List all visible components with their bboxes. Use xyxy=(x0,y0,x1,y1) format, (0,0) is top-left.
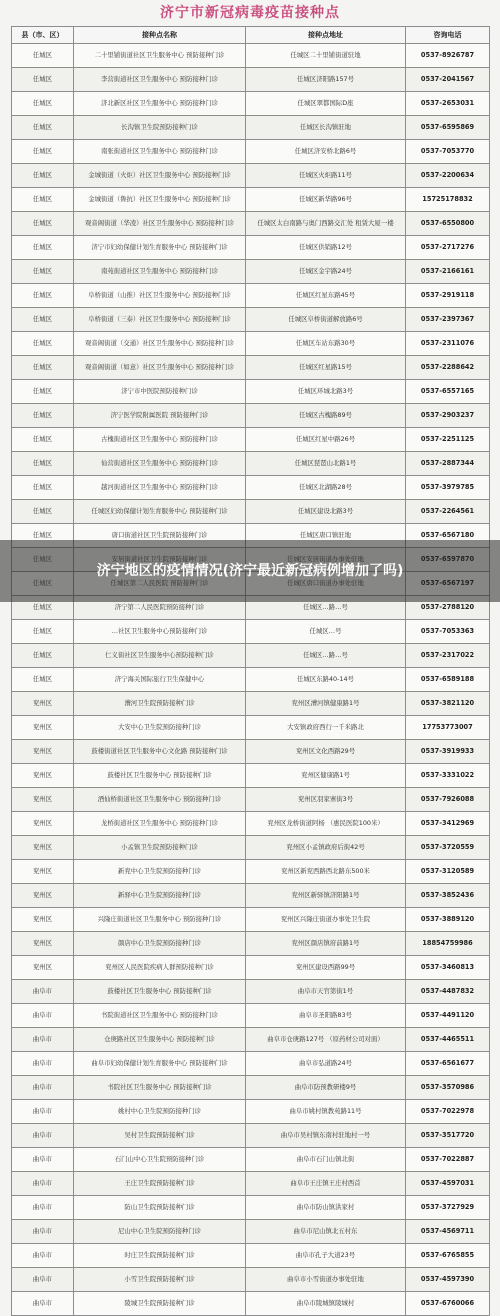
cell-site-address: 兖州区羽家寨街3号 xyxy=(246,788,406,812)
cell-district: 曲阜市 xyxy=(12,1244,74,1268)
cell-phone: 0537-2788120 xyxy=(406,596,490,620)
cell-site-address: 兖州区新驿镇济阳路1号 xyxy=(246,884,406,908)
cell-phone: 0537-2919118 xyxy=(406,284,490,308)
cell-site-address: 曲阜市弘道路24号 xyxy=(246,1052,406,1076)
cell-site-address: 任城区红星中路26号 xyxy=(246,428,406,452)
cell-site-name: 颜店中心卫生院预防接种门诊 xyxy=(74,932,246,956)
cell-site-address: 任城区二十里铺街道驻地 xyxy=(246,44,406,68)
cell-site-name: 新驿中心卫生院预防接种门诊 xyxy=(74,884,246,908)
cell-phone: 0537-2166161 xyxy=(406,260,490,284)
cell-site-address: 任城区阜桥街道解放路6号 xyxy=(246,308,406,332)
cell-district: 任城区 xyxy=(12,284,74,308)
cell-site-name: 大安中心卫生院预防接种门诊 xyxy=(74,716,246,740)
cell-phone: 0537-4491120 xyxy=(406,1004,490,1028)
cell-site-name: 鼓楼社区卫生服务中心 预防接种门诊 xyxy=(74,980,246,1004)
cell-site-address: 任城区古槐路89号 xyxy=(246,404,406,428)
cell-phone: 15725178832 xyxy=(406,188,490,212)
table-row xyxy=(12,500,490,524)
cell-district: 曲阜市 xyxy=(12,1124,74,1148)
cell-site-name: 尼山中心卫生院预防接种门诊 xyxy=(74,1220,246,1244)
table-row xyxy=(12,380,490,404)
cell-phone: 0537-4569711 xyxy=(406,1220,490,1244)
cell-phone: 0537-3727929 xyxy=(406,1196,490,1220)
cell-site-address: 任城区车站东路30号 xyxy=(246,332,406,356)
table-row xyxy=(12,1196,490,1220)
table-row xyxy=(12,356,490,380)
overlay-headline: 济宁地区的疫情情况(济宁最近新冠病例增加了吗) xyxy=(96,562,404,579)
cell-district: 任城区 xyxy=(12,116,74,140)
cell-phone: 0537-2200634 xyxy=(406,164,490,188)
cell-phone: 0537-6567180 xyxy=(406,524,490,548)
table-row xyxy=(12,1076,490,1100)
cell-site-address: 兖州区小孟镇政府后街42号 xyxy=(246,836,406,860)
table-row xyxy=(12,1124,490,1148)
cell-district: 兖州区 xyxy=(12,908,74,932)
cell-phone: 0537-3852436 xyxy=(406,884,490,908)
cell-site-name: 观音阁街道（如意）社区卫生服务中心 预防接种门诊 xyxy=(74,356,246,380)
header-district: 县（市、区） xyxy=(12,27,74,44)
cell-district: 曲阜市 xyxy=(12,1052,74,1076)
cell-district: 任城区 xyxy=(12,332,74,356)
cell-district: 任城区 xyxy=(12,500,74,524)
cell-site-name: 时庄卫生院预防接种门诊 xyxy=(74,1244,246,1268)
cell-site-address: 任城区长沟镇驻地 xyxy=(246,116,406,140)
cell-site-name: 济北新区社区卫生服务中心 预防接种门诊 xyxy=(74,92,246,116)
cell-site-name: 书院街道社区卫生服务中心 预防接种门诊 xyxy=(74,1004,246,1028)
header-site-address: 接种点地址 xyxy=(246,27,406,44)
cell-site-name: 王庄卫生院预防接种门诊 xyxy=(74,1172,246,1196)
cell-site-name: 济宁第二人民医院预防接种门诊 xyxy=(74,596,246,620)
cell-site-name: 济宁海关国际旅行卫生保健中心 xyxy=(74,668,246,692)
table-row xyxy=(12,764,490,788)
cell-phone: 0537-3720559 xyxy=(406,836,490,860)
cell-site-name: 仁义街社区卫生服务中心预防接种门诊 xyxy=(74,644,246,668)
cell-district: 任城区 xyxy=(12,476,74,500)
cell-phone: 0537-6595869 xyxy=(406,116,490,140)
table-row xyxy=(12,68,490,92)
header-site-name: 接种点名称 xyxy=(74,27,246,44)
cell-site-name: 吴村卫生院预防接种门诊 xyxy=(74,1124,246,1148)
cell-site-address: 曲阜市王庄镇王庄村西首 xyxy=(246,1172,406,1196)
cell-district: 任城区 xyxy=(12,596,74,620)
cell-site-name: 石门山中心卫生院预防接种门诊 xyxy=(74,1148,246,1172)
cell-site-address: 兖州区新兖西路西北路东500米 xyxy=(246,860,406,884)
table-header-row xyxy=(12,27,490,44)
cell-site-name: 济宁医学院附属医院 预防接种门诊 xyxy=(74,404,246,428)
cell-site-name: 小雪卫生院预防接种门诊 xyxy=(74,1268,246,1292)
cell-phone: 0537-2397367 xyxy=(406,308,490,332)
table-row xyxy=(12,908,490,932)
cell-phone: 0537-8926787 xyxy=(406,44,490,68)
cell-site-name: 小孟镇卫生院预防接种门诊 xyxy=(74,836,246,860)
cell-phone: 0537-7022978 xyxy=(406,1100,490,1124)
table-row xyxy=(12,956,490,980)
cell-district: 曲阜市 xyxy=(12,1076,74,1100)
cell-site-name: 李营街道社区卫生服务中心 预防接种门诊 xyxy=(74,68,246,92)
cell-site-name: 济宁市妇幼保健计划生育服务中心 预防接种门诊 xyxy=(74,236,246,260)
cell-site-name: 兴隆庄街道社区卫生服务中心 预防接种门诊 xyxy=(74,908,246,932)
cell-district: 任城区 xyxy=(12,140,74,164)
cell-site-name: 仙营街道社区卫生服务中心 预防接种门诊 xyxy=(74,452,246,476)
cell-site-address: 大安镇政府西行一千米路北 xyxy=(246,716,406,740)
cell-phone: 18854759986 xyxy=(406,932,490,956)
cell-site-address: 任城区火炬路11号 xyxy=(246,164,406,188)
cell-site-address: 任城区太白南路与奥门西路交汇处 租赁大厦一楼 xyxy=(246,212,406,236)
cell-site-address: 兖州区文化西路29号 xyxy=(246,740,406,764)
table-row xyxy=(12,476,490,500)
cell-district: 任城区 xyxy=(12,404,74,428)
cell-phone: 0537-4597031 xyxy=(406,1172,490,1196)
cell-phone: 0537-7053770 xyxy=(406,140,490,164)
table-row xyxy=(12,1148,490,1172)
cell-phone: 0537-6557165 xyxy=(406,380,490,404)
cell-phone: 0537-3460813 xyxy=(406,956,490,980)
table-row xyxy=(12,980,490,1004)
cell-site-address: 曲阜市孔子大道23号 xyxy=(246,1244,406,1268)
cell-site-address: 兖州区兴隆庄街道办事处卫生院 xyxy=(246,908,406,932)
cell-district: 兖州区 xyxy=(12,956,74,980)
cell-site-address: 兖州区颜店镇府前路1号 xyxy=(246,932,406,956)
cell-site-name: 阜桥街道（山推）社区卫生服务中心 预防接种门诊 xyxy=(74,284,246,308)
cell-phone: 0537-3570986 xyxy=(406,1076,490,1100)
cell-district: 任城区 xyxy=(12,524,74,548)
cell-phone: 0537-7022887 xyxy=(406,1148,490,1172)
cell-site-address: 任城区东路40-14号 xyxy=(246,668,406,692)
table-row xyxy=(12,1268,490,1292)
cell-district: 兖州区 xyxy=(12,692,74,716)
cell-phone: 0537-6765855 xyxy=(406,1244,490,1268)
cell-phone: 0537-6760066 xyxy=(406,1292,490,1316)
table-row xyxy=(12,188,490,212)
cell-district: 曲阜市 xyxy=(12,1268,74,1292)
cell-site-address: 曲阜市小雪街道办事处驻地 xyxy=(246,1268,406,1292)
cell-site-name: 二十里铺街道社区卫生服务中心 预防接种门诊 xyxy=(74,44,246,68)
cell-phone: 0537-3979785 xyxy=(406,476,490,500)
cell-district: 曲阜市 xyxy=(12,1292,74,1316)
table-row xyxy=(12,1292,490,1316)
vaccination-site-table xyxy=(11,26,490,1316)
cell-site-address: 曲阜市陵城镇陵城村 xyxy=(246,1292,406,1316)
cell-site-address: 曲阜市天官第街1号 xyxy=(246,980,406,1004)
cell-district: 曲阜市 xyxy=(12,1196,74,1220)
cell-district: 兖州区 xyxy=(12,932,74,956)
table-row xyxy=(12,620,490,644)
table-row xyxy=(12,884,490,908)
cell-site-address: 任城区…路…号 xyxy=(246,596,406,620)
document-title: 济宁市新冠病毒疫苗接种点 xyxy=(160,5,340,21)
cell-phone: 0537-4597390 xyxy=(406,1268,490,1292)
cell-site-address: 兖州区建设西路99号 xyxy=(246,956,406,980)
cell-site-name: 陵城卫生院预防接种门诊 xyxy=(74,1292,246,1316)
cell-site-address: 任城区新华路96号 xyxy=(246,188,406,212)
table-row xyxy=(12,932,490,956)
cell-site-address: 任城区…号 xyxy=(246,620,406,644)
cell-site-name: 酒仙桥街道社区卫生服务中心 预防接种门诊 xyxy=(74,788,246,812)
cell-site-name: 金城街道（火炬）社区卫生服务中心 预防接种门诊 xyxy=(74,164,246,188)
table-row xyxy=(12,308,490,332)
table-row xyxy=(12,260,490,284)
cell-phone: 0537-4487832 xyxy=(406,980,490,1004)
cell-site-name: 仓庚路社区卫生服务中心 预防接种门诊 xyxy=(74,1028,246,1052)
table-row xyxy=(12,1100,490,1124)
table-row xyxy=(12,1004,490,1028)
cell-site-name: 龙桥街道社区卫生服务中心 预防接种门诊 xyxy=(74,812,246,836)
cell-district: 兖州区 xyxy=(12,860,74,884)
cell-district: 曲阜市 xyxy=(12,1004,74,1028)
cell-site-address: 曲阜市姚村镇教苑路11号 xyxy=(246,1100,406,1124)
cell-phone: 0537-2041567 xyxy=(406,68,490,92)
table-row xyxy=(12,644,490,668)
cell-district: 兖州区 xyxy=(12,836,74,860)
cell-site-name: 兖州区人民医院疾病人群预防接种门诊 xyxy=(74,956,246,980)
cell-district: 兖州区 xyxy=(12,716,74,740)
cell-district: 任城区 xyxy=(12,164,74,188)
table-row xyxy=(12,812,490,836)
table-row xyxy=(12,740,490,764)
cell-district: 兖州区 xyxy=(12,764,74,788)
cell-phone: 0537-2717276 xyxy=(406,236,490,260)
table-row xyxy=(12,92,490,116)
table-row xyxy=(12,140,490,164)
cell-site-name: 金城街道（鲁抗）社区卫生服务中心 预防接种门诊 xyxy=(74,188,246,212)
cell-site-name: 新兖中心卫生院预防接种门诊 xyxy=(74,860,246,884)
cell-site-address: 曲阜市防预教研楼9号 xyxy=(246,1076,406,1100)
cell-site-name: 书院社区卫生服务中心 预防接种门诊 xyxy=(74,1076,246,1100)
cell-district: 曲阜市 xyxy=(12,1028,74,1052)
cell-phone: 0537-3889120 xyxy=(406,908,490,932)
table-row xyxy=(12,1028,490,1052)
cell-phone: 0537-7926088 xyxy=(406,788,490,812)
cell-site-address: 任城区北湖路28号 xyxy=(246,476,406,500)
cell-district: 任城区 xyxy=(12,452,74,476)
cell-phone: 0537-3412969 xyxy=(406,812,490,836)
title-overlay-banner xyxy=(0,540,500,602)
cell-phone: 0537-3919933 xyxy=(406,740,490,764)
cell-district: 曲阜市 xyxy=(12,1220,74,1244)
cell-phone: 0537-2251125 xyxy=(406,428,490,452)
cell-district: 任城区 xyxy=(12,668,74,692)
cell-site-name: 曲阜市妇幼保健计划生育服务中心 预防接种门诊 xyxy=(74,1052,246,1076)
table-row xyxy=(12,668,490,692)
cell-site-name: 古槐街道社区卫生服务中心 预防接种门诊 xyxy=(74,428,246,452)
cell-phone: 0537-2653031 xyxy=(406,92,490,116)
cell-district: 任城区 xyxy=(12,188,74,212)
cell-site-name: 观音阁街道（华凌）社区卫生服务中心 预防接种门诊 xyxy=(74,212,246,236)
cell-district: 兖州区 xyxy=(12,812,74,836)
table-row xyxy=(12,44,490,68)
cell-phone: 0537-4465511 xyxy=(406,1028,490,1052)
cell-phone: 0537-6561677 xyxy=(406,1052,490,1076)
cell-site-address: 曲阜市尼山镇北五村东 xyxy=(246,1220,406,1244)
cell-phone: 0537-2887344 xyxy=(406,452,490,476)
header-phone: 咨询电话 xyxy=(406,27,490,44)
cell-district: 曲阜市 xyxy=(12,980,74,1004)
cell-district: 任城区 xyxy=(12,380,74,404)
cell-district: 曲阜市 xyxy=(12,1172,74,1196)
cell-site-address: 曲阜市仓庚路127号 （原药材公司对面） xyxy=(246,1028,406,1052)
cell-site-address: 任城区济安桥北路6号 xyxy=(246,140,406,164)
table-row xyxy=(12,404,490,428)
cell-district: 兖州区 xyxy=(12,740,74,764)
cell-district: 任城区 xyxy=(12,92,74,116)
cell-site-name: 鼓楼街道社区卫生服务中心文化路 预防接种门诊 xyxy=(74,740,246,764)
cell-phone: 0537-3517720 xyxy=(406,1124,490,1148)
table-row xyxy=(12,860,490,884)
cell-site-name: 观音阁街道（交通）社区卫生服务中心 预防接种门诊 xyxy=(74,332,246,356)
cell-district: 任城区 xyxy=(12,620,74,644)
table-row xyxy=(12,692,490,716)
cell-site-name: 长沟镇卫生院预防接种门诊 xyxy=(74,116,246,140)
cell-district: 任城区 xyxy=(12,44,74,68)
cell-site-name: 防山卫生院预防接种门诊 xyxy=(74,1196,246,1220)
cell-site-address: 任城区唐口镇驻地 xyxy=(246,524,406,548)
table-row xyxy=(12,1172,490,1196)
cell-site-name: 任城区妇幼保健计划生育服务中心 预防接种门诊 xyxy=(74,500,246,524)
cell-district: 任城区 xyxy=(12,428,74,452)
table-row xyxy=(12,212,490,236)
cell-district: 任城区 xyxy=(12,644,74,668)
cell-site-address: 兖州区健康路1号 xyxy=(246,764,406,788)
table-row xyxy=(12,284,490,308)
cell-district: 兖州区 xyxy=(12,788,74,812)
cell-site-name: 济宁市中医院预防接种门诊 xyxy=(74,380,246,404)
cell-district: 兖州区 xyxy=(12,884,74,908)
table-row xyxy=(12,1052,490,1076)
cell-site-address: 任城区金宇路24号 xyxy=(246,260,406,284)
cell-site-name: 鼓楼社区卫生服务中心 预防接种门诊 xyxy=(74,764,246,788)
cell-site-address: 兖州区漕河镇健康路1号 xyxy=(246,692,406,716)
cell-site-name: …社区卫生服务中心预防接种门诊 xyxy=(74,620,246,644)
table-row xyxy=(12,164,490,188)
cell-district: 任城区 xyxy=(12,212,74,236)
cell-district: 任城区 xyxy=(12,68,74,92)
cell-site-address: 兖州区龙桥街道阿杨 （惠民医院100米） xyxy=(246,812,406,836)
cell-site-name: 阜桥街道（三泰）社区卫生服务中心 预防接种门诊 xyxy=(74,308,246,332)
table-row xyxy=(12,116,490,140)
cell-site-name: 越河街道社区卫生服务中心 预防接种门诊 xyxy=(74,476,246,500)
cell-site-name: 南苑街道社区卫生服务中心 预防接种门诊 xyxy=(74,260,246,284)
cell-site-address: 任城区翠都国际D座 xyxy=(246,92,406,116)
cell-phone: 0537-2264561 xyxy=(406,500,490,524)
cell-site-address: 任城区济阳路157号 xyxy=(246,68,406,92)
cell-phone: 0537-6589188 xyxy=(406,668,490,692)
cell-phone: 0537-6550800 xyxy=(406,212,490,236)
cell-phone: 0537-2903237 xyxy=(406,404,490,428)
cell-phone: 0537-3821120 xyxy=(406,692,490,716)
table-row xyxy=(12,332,490,356)
cell-site-address: 曲阜市圣阳路83号 xyxy=(246,1004,406,1028)
cell-district: 任城区 xyxy=(12,236,74,260)
cell-district: 任城区 xyxy=(12,260,74,284)
cell-district: 曲阜市 xyxy=(12,1148,74,1172)
cell-site-address: 任城区…路…号 xyxy=(246,644,406,668)
cell-site-address: 任城区红星路15号 xyxy=(246,356,406,380)
cell-district: 曲阜市 xyxy=(12,1100,74,1124)
cell-phone: 0537-2288642 xyxy=(406,356,490,380)
cell-site-name: 唐口街道社区卫生院预防接种门诊 xyxy=(74,524,246,548)
cell-site-address: 任城区建设北路3号 xyxy=(246,500,406,524)
table-row xyxy=(12,428,490,452)
cell-phone: 0537-3331022 xyxy=(406,764,490,788)
table-row xyxy=(12,1244,490,1268)
cell-site-address: 曲阜市石门山镇北街 xyxy=(246,1148,406,1172)
cell-phone: 17753773007 xyxy=(406,716,490,740)
cell-district: 任城区 xyxy=(12,308,74,332)
cell-site-address: 曲阜市防山镇洪家村 xyxy=(246,1196,406,1220)
cell-site-address: 任城区供销路12号 xyxy=(246,236,406,260)
table-row xyxy=(12,716,490,740)
table-row xyxy=(12,788,490,812)
table-row xyxy=(12,836,490,860)
table-row xyxy=(12,236,490,260)
cell-site-name: 南张街道社区卫生服务中心 预防接种门诊 xyxy=(74,140,246,164)
cell-site-address: 任城区红星东路45号 xyxy=(246,284,406,308)
table-row xyxy=(12,452,490,476)
cell-site-address: 曲阜市吴村镇东南村驻地村一号 xyxy=(246,1124,406,1148)
cell-phone: 0537-7053363 xyxy=(406,620,490,644)
cell-site-address: 任城区琵琶山北路1号 xyxy=(246,452,406,476)
cell-site-name: 漕河卫生院预防接种门诊 xyxy=(74,692,246,716)
cell-site-name: 姚村中心卫生院预防接种门诊 xyxy=(74,1100,246,1124)
cell-site-address: 任城区环城北路3号 xyxy=(246,380,406,404)
cell-phone: 0537-2311076 xyxy=(406,332,490,356)
cell-phone: 0537-2317022 xyxy=(406,644,490,668)
cell-phone: 0537-3120589 xyxy=(406,860,490,884)
table-row xyxy=(12,1220,490,1244)
cell-district: 任城区 xyxy=(12,356,74,380)
